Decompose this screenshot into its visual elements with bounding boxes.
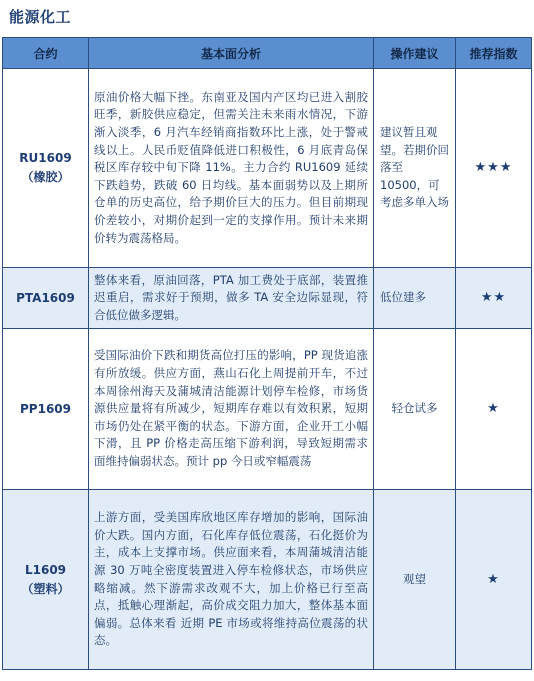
contract-code: PP1609 xyxy=(20,401,71,416)
contract-code: RU1609 xyxy=(19,151,72,165)
analysis-cell: 整体来看，原油回落，PTA 加工费处于底部，装置推迟重启，需求好于预期，做多 TA 安全边际显现，符合低位做多逻辑。 xyxy=(89,268,374,329)
contract-sub: （橡胶） xyxy=(21,170,70,184)
section-title: 能源化工 xyxy=(9,8,72,26)
analysis-cell: 原油价格大幅下挫。东南亚及国内产区均已进入割胶旺季，新胶供应稳定，但需关注未来雨水情况，下游渐入淡季，6 月汽车经销商指数环比上涨，处于警戒线以上。人民币贬值降低进口积极性，6 月底青岛保税区库存较中旬下降 11%。主力合约 RU1609 延续下跌趋势，跌破 60 日均线。基本面弱势以及上期所仓单的历史高位，给予期价巨大的压力。但目前期现价差较小，对期价起到一定的支撑作用。预计未来期价转为震荡格局。 xyxy=(89,69,374,268)
recommendation-table xyxy=(2,37,532,670)
contract-code: L1609 xyxy=(24,562,67,577)
contract-cell xyxy=(3,69,89,268)
rating-stars: ★ xyxy=(456,329,532,490)
rating-stars: ★★★ xyxy=(456,69,532,268)
table-row xyxy=(3,268,532,329)
analysis-cell: 受国际油价下跌和期货高位打压的影响，PP 现货追涨有所放缓。供应方面，燕山石化上周提前开车，不过本周徐州海天及蒲城清洁能源计划停车检修，市场货源供应量将有所减少，短期库存难以有效积累，短期市场仍处在紧平衡的状态。下游方面，企业开工小幅下滑，且 PP 价格走高压缩下游利润，导致短期需求面维持偏弱状态。预计 pp 今日或窄幅震荡 xyxy=(89,329,374,490)
header-rating: 推荐指数 xyxy=(456,38,532,69)
contract-cell xyxy=(3,329,89,490)
rating-stars: ★ xyxy=(456,490,532,670)
header-contract: 合约 xyxy=(3,38,89,69)
advice-cell: 建议暂且观望。若期价回落至 10500，可考虑多单入场 xyxy=(374,69,456,268)
table-row xyxy=(3,490,532,670)
table-header-row xyxy=(3,38,532,69)
rating-stars: ★★ xyxy=(456,268,532,329)
header-advice: 操作建议 xyxy=(374,38,456,69)
contract-code: PTA1609 xyxy=(16,290,75,305)
contract-sub: （塑料） xyxy=(21,581,70,596)
table-row xyxy=(3,69,532,268)
advice-cell: 轻仓试多 xyxy=(374,329,456,490)
table-row xyxy=(3,329,532,490)
contract-cell xyxy=(3,268,89,329)
contract-cell xyxy=(3,490,89,670)
analysis-cell: 上游方面，受美国库欣地区库存增加的影响，国际油价大跌。国内方面，石化库存低位震荡，石化挺价为主，成本上支撑市场。供应面来看，本周蒲城清洁能源 30 万吨全密度装置进入停车检修状态，市场供应略缩减。然下游需求改观不大，加上价格已行至高点，抵触心理渐起，高价成交阻力加大，整体基本面偏弱。总体来看 近期 PE 市场或将维持高位震荡的状态。 xyxy=(89,490,374,670)
header-analysis: 基本面分析 xyxy=(89,38,374,69)
advice-cell: 低位建多 xyxy=(374,268,456,329)
advice-cell: 观望 xyxy=(374,490,456,670)
